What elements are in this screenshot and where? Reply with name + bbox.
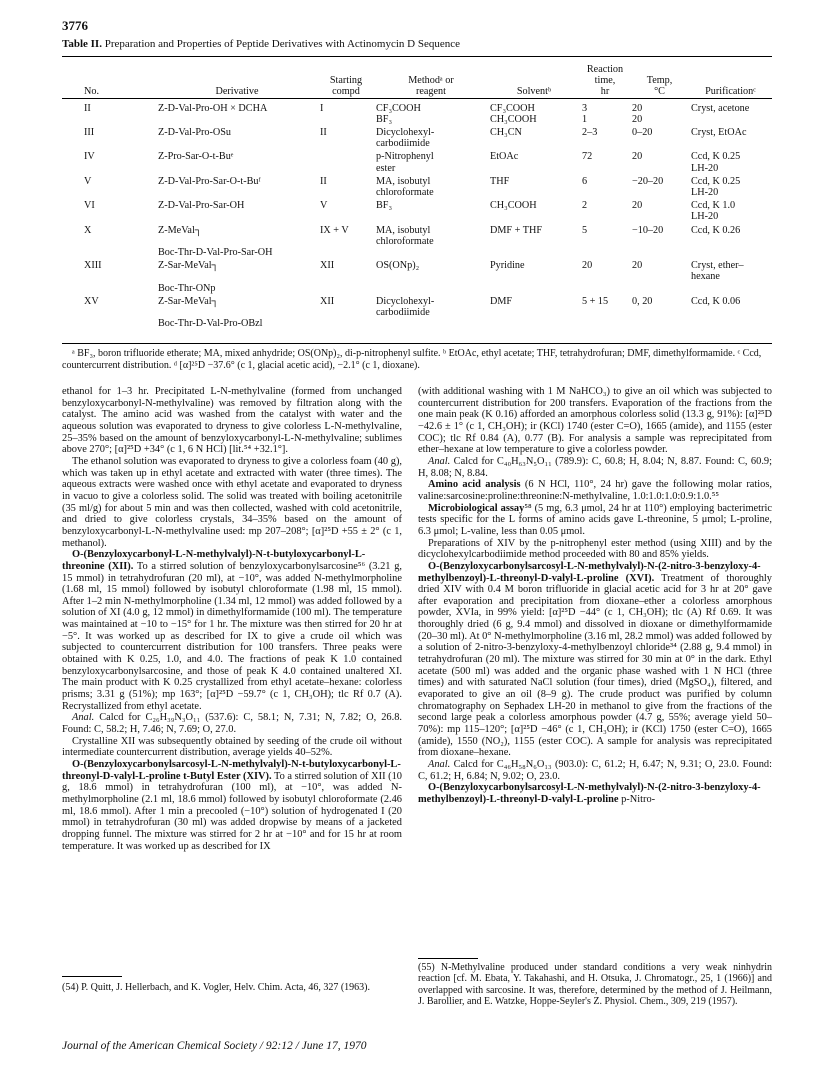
cell-temp: 0–20 [632, 127, 653, 139]
cell-no: IV [84, 151, 95, 163]
cell-starting-compd: II [320, 127, 327, 139]
peptide-table [62, 64, 772, 331]
paragraph-text: Treatment of thoroughly dried XIV with 0.4 M boron trifluoride in glacial acetic acid for 3 hr at 20° gave after evaporation and precipitation from dioxane–ether a colorless amorphous powder, XVIa, in 99% yield: [α]²⁵D −44° (c 1, CH₃OH); tlc (A) Rf 0.69. It was thoroughly dried (6 g, 9.4 mmol) and dissolved in dioxane or dimethylformamide (20–30 ml). At 0° N-methylmorpholine (3.16 ml, 28.2 mmol) was added followed by a solution of 2-nitro-3-benzyloxy-4-methylbenzoyl chloride³⁴ (2.88 g, 9.4 mmol) in tetrahydrofuran (20 ml). The mixture was stirred for 30 min at 0° in the dark. Ethyl acetate (500 ml) was added and the organic phase washed with 1 N HCl (three times) and with saturated NaCl solution (four times), dried (MgSO₄), filtered, and evaporated to give an oil (8–9 g). The crude product was purified by column chromatography on Sephadex LH-20 in methanol to give from the fractions of the second large peak a colorless amorphous powder (4.7 g, 55%; average yield 50–70%): mp 115–120°; [α]²⁵D −46° (c 1, CH₃OH); ir (KCl) 1750 (ester C=O), 1665 (amide), 1550 (NO₂), 1155 (ester COC). A sample for analysis was reprecipitated from dioxane–hexane. [418, 572, 772, 759]
cell-temp: 0, 20 [632, 295, 653, 307]
cell-purification: Cryst, acetone [691, 102, 750, 114]
cell-solvent: DMF [490, 295, 513, 307]
journal-footer: Journal of the American Chemical Society / 92:12 / June 17, 1970 [62, 1040, 367, 1052]
footnote-separator-left [62, 976, 122, 977]
cell-method: Dicyclohexyl- carbodiimide [376, 127, 435, 150]
cell-derivative: Z-D-Val-Pro-Sar-OH [158, 200, 245, 212]
header-solvent: Solventᵇ [516, 86, 552, 98]
cell-temp: 20 [632, 260, 643, 272]
paragraph-label: Anal. [72, 712, 95, 724]
paragraph-text: The ethanol solution was evaporated to dryness to give a colorless foam (40 g), which was taken up in ethyl acetate and extracted with water (three times). The aqueous extracts were washed once with ethyl acetate and evaporated to dryness in vacuo to give a colorless solid. The solid was treated with boiling acetonitrile (35 ml/g) for about 5 min and was then collected, washed with cold acetonitrile, and dried to give colorless crystals, 34–35% based on the amount of benzyloxycarbonyl-L-N-methylvaline used: mp 207–208°; [α]²⁵D +55 ± 2° (c 1, methanol). [62, 455, 402, 549]
cell-no: III [84, 127, 95, 139]
cell-solvent: Pyridine [490, 260, 525, 272]
header-method: Methodᵃ or reagent [408, 75, 454, 98]
cell-derivative: Z-Sar-MeVal┐ Boc-Thr-ONp [158, 260, 219, 294]
header-purification: Purificationᶜ [705, 86, 756, 98]
cell-time: 2 [582, 200, 588, 212]
paragraph-heading: Amino acid analysis [428, 479, 521, 491]
cell-derivative: Z-D-Val-Pro-OSu [158, 127, 231, 139]
paragraph [418, 782, 772, 805]
cell-starting-compd: I [320, 102, 324, 114]
table-label: Table II. [62, 38, 102, 50]
cell-derivative: Z-Pro-Sar-O-t-Buᵉ [158, 151, 234, 163]
paragraph-text: Calcd for C₄₀H₆₃N₅O₁₁ (789.9): C, 60.8; H, 8.04; N, 8.87. Found: C, 60.9; H, 8.08; N, 8.84. [418, 455, 772, 479]
cell-derivative: Z-MeVal┐ Boc-Thr-D-Val-Pro-Sar-OH [158, 224, 273, 259]
paragraph-text: ⁵⁸ (5 mg, 6.3 μmol, 24 hr at 110°) employing bacterimetric tests specific for the L forms of amino acids gave L-threonine, 5 μmol; L-proline, 6.3 μmol; L-valine, less than 0.05 μmol. [418, 502, 773, 537]
cell-purification: Ccd, K 0.06 [691, 295, 741, 307]
cell-purification: Cryst, ether– hexane [691, 260, 744, 283]
cell-time: 2–3 [582, 127, 598, 139]
paragraph [62, 759, 402, 852]
cell-derivative: Z-D-Val-Pro-Sar-O-t-Buᶠ [158, 175, 261, 187]
paragraph [418, 561, 772, 759]
paragraph [418, 759, 772, 782]
cell-method: BF₃ [376, 200, 393, 212]
cell-starting-compd: II [320, 175, 327, 187]
cell-time: 20 [582, 260, 593, 272]
cell-no: XV [84, 295, 99, 307]
cell-derivative: Z-Sar-MeVal┐ Boc-Thr-D-Val-Pro-OBzl [158, 295, 263, 330]
cell-solvent: THF [490, 175, 510, 187]
paragraph-text: To a stirred solution of benzyloxycarbonylsarcosine⁵⁶ (3.21 g, 15 mmol) in tetrahydrofuran (20 ml), at −10°, was added N-methylmorpholine (1.68 ml, 15 mmol) followed by isobutyl chloroformate (1.98 ml, 15 mmol). After 1–2 min N-methylmorpholine (1.34 ml, 12 mmol) was added followed by a solution of XI (4.0 g, 12 mmol) in dimethylformamide (100 ml). The temperature was maintained at −10 to −15° for 1 hr. The mixture was then stirred for 20 hr at −5°. It was worked up as described for IX to give a crude oil which was subjected to countercurrent distribution for 100 transfers. Three peaks were obtained with K 0.25, 1.0, and 4.0. The fractions of peak K 1.0 contained benzyloxycarbonylsarcosine, and those of peak K 4.0 contained unaltered XI. The main product with K 0.25 crystallized from ethyl acetate–hexane: colorless prisms; 3.31 g (51%); mp 163°; [α]²⁵D −59.7° (c 1, CH₃OH); tlc Rf 0.7 (A). Recrystallized from ethyl acetate. [62, 560, 403, 712]
table-header-row [62, 64, 772, 100]
paragraph-text: Crystalline XII was subsequently obtained by seeding of the crude oil without intermediate countercurrent distribution, average yields 40–52%. [62, 735, 402, 759]
cell-temp: 20 [632, 151, 643, 163]
table-caption-text: Preparation and Properties of Peptide Derivatives with Actinomycin D Sequence [104, 38, 460, 50]
cell-temp: 20 [632, 200, 643, 212]
cell-no: X [84, 224, 92, 236]
header-reaction-time: Reaction time, hr [586, 64, 624, 98]
right-column [418, 386, 772, 806]
paragraph-text: (with additional washing with 1 M NaHCO₃) to give an oil which was subjected to countercurrent distribution for 200 transfers. Evaporation of the fractions from the one main peak (K 0.16) afforded an amorphous colorless solid (13.3 g, 91%): [α]²⁵D −42.6 ± 1° (c 1, CH₃OH); ir (KCl) 1740 (ester C=O), 1665 (amide), and 1155 (ester COC); tlc Rf 0.84 (A), 0.77 (B). For analysis a sample was reprecipitated from ether–hexane at low temperature to give a colorless powder. [418, 386, 772, 456]
paragraph-text: (6 N HCl, 110°, 24 hr) gave the following molar ratios, valine:sarcosine:proline:threonine:N-methylvaline, 1.0:1.0:1.0:0.9:1.0.⁵⁵ [418, 479, 772, 502]
cell-method: p-Nitrophenyl ester [376, 151, 434, 174]
paragraph-text: p-Nitro- [618, 793, 656, 805]
table-row [62, 225, 772, 261]
paragraph-heading: O-(Benzyloxycarbonylsarcosyl-L-N-methylvalyl)-N-t-butyloxycarbonyl-L-threonyl-D-valyl-L-proline t-Butyl Ester (XIV). [62, 759, 401, 782]
table-top-rule [62, 56, 772, 57]
cell-temp: −10–20 [632, 224, 664, 236]
paragraph [62, 386, 402, 456]
cell-method: Dicyclohexyl- carbodiimide [376, 295, 435, 319]
cell-temp: 20 20 [632, 102, 643, 125]
cell-time: 72 [582, 151, 593, 163]
cell-solvent: CF₃COOH CH₃COOH [490, 102, 537, 125]
table-row [62, 100, 772, 127]
paragraph-heading: O-(Benzyloxycarbonylsarcosyl-L-N-methylvalyl)-N-(2-nitro-3-benzyloxy-4-methylbenzoyl)-L-threonyl-D-valyl-L-proline (XVI). [418, 560, 761, 584]
page-number: 3776 [62, 18, 88, 33]
cell-method: MA, isobutyl chloroformate [376, 224, 434, 247]
paragraph [418, 538, 772, 561]
paragraph-text: Calcd for C₂₆H₃₉N₃O₁₁ (537.6): C, 58.1; N, 7.31; N, 7.82; O, 26.8. Found: C, 58.2; H, 7.46; N, 7.69; O, 27.0. [62, 712, 402, 736]
paragraph-heading: Microbiological assay [428, 502, 525, 514]
paragraph-heading: O-(Benzyloxycarbonylsarcosyl-L-N-methylvalyl)-N-(2-nitro-3-benzyloxy-4-methylbenzoyl)-L-threonyl-D-valyl-L-proline [418, 782, 761, 805]
table-row [62, 176, 772, 200]
table-footnote: ᵃ BF₃, boron trifluoride etherate; MA, mixed anhydride; OS(ONp)₂, di-p-nitrophenyl sulfite. ᵇ EtOAc, ethyl acetate; THF, tetrahydrofuran; DMF, dimethylformamide. ᶜ Ccd, countercurrent distribution. ᵈ [α]²⁵D −37.6° (c 1, glacial acetic acid), −2.1° (c 1, dioxane). [62, 348, 762, 371]
cell-purification: Ccd, K 0.25 LH-20 [691, 175, 741, 199]
cell-method: MA, isobutyl chloroformate [376, 175, 434, 199]
paragraph-label: Anal. [428, 759, 451, 770]
cell-derivative: Z-D-Val-Pro-OH × DCHA [158, 102, 268, 114]
paragraph [62, 712, 402, 735]
header-no: No. [84, 86, 99, 98]
footnote-left: (54) P. Quitt, J. Hellerbach, and K. Vogler, Helv. Chim. Acta, 46, 327 (1963). [62, 982, 370, 993]
cell-no: VI [84, 200, 95, 212]
cell-solvent: CH₃CN [490, 127, 522, 139]
cell-no: XIII [84, 260, 102, 272]
table-body [62, 100, 772, 332]
header-starting-compd: Starting compd [329, 75, 363, 98]
paragraph [418, 386, 772, 456]
cell-time: 5 [582, 224, 588, 236]
paragraph-text: ethanol for 1–3 hr. Precipitated L-N-methylvaline (formed from unchanged benzyloxycarbonyl-N-methylvaline) was removed by filtration along with the catalyst. The amino acid was washed from the catalyst with water and the aqueous solution was evaporated to dryness to give colorless L-N-methylvaline, 25–35% based on the amount of benzyloxycarbonyl-L-N-methylvaline; sublimes above 270°; [α]²⁵D +34° (c 1, 6 N HCl) [lit.⁵⁴ +32.1°]. [62, 386, 402, 456]
cell-method: CF₃COOH BF₃ [376, 102, 421, 125]
footnote-separator-right [418, 958, 478, 959]
cell-starting-compd: XII [320, 295, 335, 307]
cell-solvent: CH₃COOH [490, 200, 537, 212]
cell-starting-compd [318, 151, 374, 175]
paragraph [62, 456, 402, 549]
paragraph [62, 549, 402, 712]
cell-no: V [84, 175, 92, 187]
table-row [62, 151, 772, 175]
cell-purification: Cryst, EtOAc [691, 127, 747, 139]
paragraph-heading: O-(Benzyloxycarbonyl-L-N-methylvalyl)-N-t-butyloxycarbonyl-L-threonine (XII). [62, 549, 366, 572]
cell-purification: Ccd, K 1.0 LH-20 [691, 200, 736, 223]
header-derivative: Derivative [215, 86, 259, 98]
paragraph-text: Calcd for C₄₆H₅₈N₆O₁₃ (903.0): C, 61.2; H, 6.47; N, 9.31; O, 23.0. Found: C, 61.2; H, 6.84; N, 9.02; O, 23.0. [418, 759, 772, 782]
cell-temp: −20–20 [632, 175, 664, 187]
cell-purification: Ccd, K 0.26 [691, 224, 741, 236]
cell-solvent: EtOAc [490, 151, 519, 163]
cell-starting-compd: XII [320, 260, 335, 272]
cell-solvent: DMF + THF [490, 224, 542, 236]
table-caption [62, 38, 460, 50]
table-row [62, 260, 772, 296]
table-row [62, 200, 772, 224]
paragraph-text: Preparations of XIV by the p-nitrophenyl ester method (using XIII) and by the dicyclohexylcarbodiimide method proceeded with 80 and 85% yields. [418, 537, 772, 561]
cell-time: 6 [582, 175, 588, 187]
cell-method: OS(ONp)₂ [376, 260, 420, 272]
paragraph [62, 736, 402, 759]
left-column [62, 386, 402, 852]
cell-purification: Ccd, K 0.25 LH-20 [691, 151, 741, 174]
table-header-rule [62, 98, 772, 99]
paragraph [418, 503, 772, 538]
paragraph [418, 479, 772, 502]
table-row [62, 127, 772, 151]
paragraph-label: Anal. [428, 455, 451, 467]
cell-time: 5 + 15 [582, 295, 609, 307]
table-bottom-rule [62, 343, 772, 344]
footnote-right: (55) N-Methylvaline produced under standard conditions a very weak ninhydrin reaction [cf. M. Ebata, Y. Takahashi, and H. Otsuka, J. Chromatogr., 25, 1 (1966)] and overlapped with sarcosine. It was, therefore, determined by the method of J. Heilmann, J. Barollier, and E. Watzke, Hoppe-Seyler's Z. Physiol. Chem., 309, 219 (1957). [418, 962, 772, 1008]
header-temp: Temp, °C [646, 75, 673, 98]
table-row [62, 296, 772, 332]
paragraph [418, 456, 772, 479]
cell-time: 3 1 [582, 102, 588, 125]
cell-starting-compd: V [320, 200, 328, 212]
cell-starting-compd: IX + V [320, 224, 349, 236]
cell-no: II [84, 102, 91, 114]
paragraph-text: To a stirred solution of XII (10 g, 18.6 mmol) in tetrahydrofuran (100 ml), at −10°, was added N-methylmorpholine (2.1 ml, 18.6 mmol) followed by isobutyl chloroformate (2.46 ml, 18.6 mmol). After 1 min a precooled (−10°) solution of hydrogenated I (20 mmol) in tetrahydrofuran (30 ml) was added dropwise by means of a jacketed dropping funnel. The mixture was stirred for 2 hr at −10° and for 15 hr at room temperature. It was worked up as described for IX [62, 770, 402, 852]
